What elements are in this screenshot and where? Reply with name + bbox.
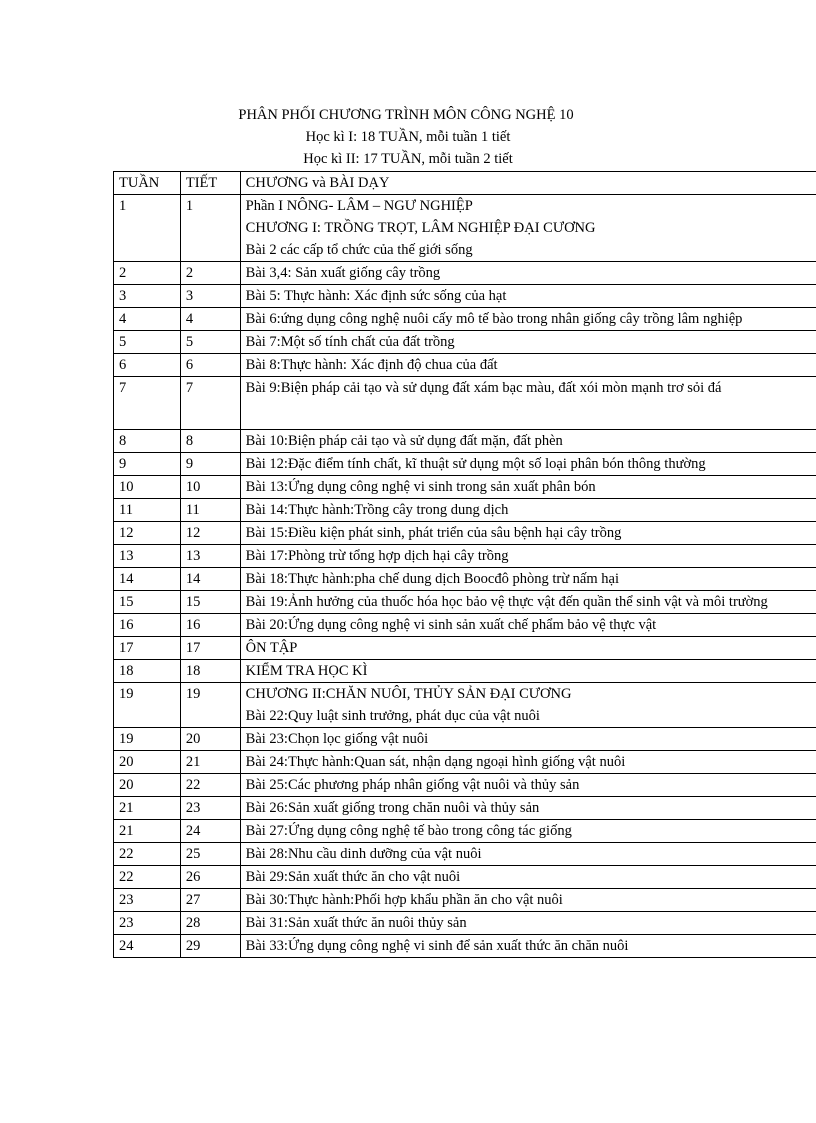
table-header-row (114, 172, 816, 195)
table-row (114, 935, 816, 958)
column-header-week: TUẦN (114, 172, 181, 195)
week-cell: 24 (114, 935, 181, 958)
table-row (114, 774, 816, 797)
week-cell: 18 (114, 660, 181, 683)
week-cell: 9 (114, 453, 181, 476)
lesson-cell (240, 935, 816, 958)
lesson-text: Bài 7:Một số tính chất của đất trồng (245, 334, 455, 350)
period-cell: 4 (180, 308, 240, 331)
lesson-cell (240, 377, 816, 430)
lesson-text: Bài 5: Thực hành: Xác định sức sống của hạt (245, 288, 507, 304)
lesson-text: Bài 23:Chọn lọc giống vật nuôi (245, 731, 429, 747)
document-header (0, 104, 816, 170)
table-row (114, 660, 816, 683)
period-cell: 19 (180, 683, 240, 728)
lesson-cell (240, 453, 816, 476)
lesson-cell (240, 499, 816, 522)
lesson-text: KIỂM TRA HỌC KÌ (245, 663, 368, 679)
period-cell: 24 (180, 820, 240, 843)
lesson-text: Bài 10:Biện pháp cải tạo và sử dụng đất mặn, đất phèn (245, 433, 563, 449)
lesson-text: Bài 12:Đặc điểm tính chất, kĩ thuật sử dụng một số loại phân bón thông thường (245, 456, 706, 472)
lesson-cell (240, 354, 816, 377)
lesson-cell (240, 683, 816, 728)
term-1-info: Học kì I: 18 TUẦN, mỗi tuần 1 tiết (305, 129, 511, 145)
lesson-cell (240, 262, 816, 285)
lesson-text: Bài 18:Thực hành:pha chế dung dịch Boocđô phòng trừ nấm hại (245, 571, 619, 587)
week-cell: 22 (114, 843, 181, 866)
period-cell: 13 (180, 545, 240, 568)
lesson-cell (240, 866, 816, 889)
lesson-text: Bài 33:Ứng dụng công nghệ vi sinh để sản xuất thức ăn chăn nuôi (245, 938, 629, 954)
period-cell: 7 (180, 377, 240, 430)
week-cell: 13 (114, 545, 181, 568)
week-cell: 11 (114, 499, 181, 522)
week-cell: 8 (114, 430, 181, 453)
period-cell: 11 (180, 499, 240, 522)
week-cell: 6 (114, 354, 181, 377)
lesson-cell (240, 568, 816, 591)
period-cell: 15 (180, 591, 240, 614)
lesson-cell (240, 308, 816, 331)
period-cell: 26 (180, 866, 240, 889)
lesson-text: Bài 20:Ứng dụng công nghệ vi sinh sản xuất chế phẩm bảo vệ thực vật (245, 617, 657, 633)
table-row (114, 820, 816, 843)
week-cell: 5 (114, 331, 181, 354)
lesson-text: Bài 22:Quy luật sinh trưởng, phát dục của vật nuôi (245, 708, 540, 724)
lesson-text: Bài 31:Sản xuất thức ăn nuôi thủy sản (245, 915, 467, 931)
period-cell: 5 (180, 331, 240, 354)
period-cell: 27 (180, 889, 240, 912)
lesson-text: Bài 13:Ứng dụng công nghệ vi sinh trong sản xuất phân bón (245, 479, 596, 495)
table-row (114, 453, 816, 476)
term-2-info: Học kì II: 17 TUẦN, mỗi tuần 2 tiết (303, 151, 513, 167)
table-row (114, 262, 816, 285)
table-row (114, 866, 816, 889)
period-cell: 20 (180, 728, 240, 751)
document-title: PHÂN PHỐI CHƯƠNG TRÌNH MÔN CÔNG NGHỆ 10 (238, 107, 574, 123)
period-cell: 6 (180, 354, 240, 377)
week-cell: 23 (114, 912, 181, 935)
period-cell: 17 (180, 637, 240, 660)
week-cell: 20 (114, 751, 181, 774)
lesson-cell (240, 476, 816, 499)
lesson-text: Bài 15:Điều kiện phát sinh, phát triển của sâu bệnh hại cây trồng (245, 525, 622, 541)
period-cell: 29 (180, 935, 240, 958)
period-cell: 3 (180, 285, 240, 308)
week-cell: 14 (114, 568, 181, 591)
table-row (114, 889, 816, 912)
period-cell: 23 (180, 797, 240, 820)
table-row (114, 614, 816, 637)
lesson-cell (240, 889, 816, 912)
lesson-text: Bài 29:Sản xuất thức ăn cho vật nuôi (245, 869, 461, 885)
period-cell: 1 (180, 195, 240, 262)
table-row (114, 308, 816, 331)
week-cell: 16 (114, 614, 181, 637)
lesson-cell (240, 774, 816, 797)
week-cell: 19 (114, 728, 181, 751)
week-cell: 21 (114, 820, 181, 843)
lesson-cell (240, 545, 816, 568)
week-cell: 12 (114, 522, 181, 545)
period-cell: 28 (180, 912, 240, 935)
table-row (114, 430, 816, 453)
lesson-text: CHƯƠNG II:CHĂN NUÔI, THỦY SẢN ĐẠI CƯƠNG (245, 686, 572, 702)
lesson-text: Phần I NÔNG- LÂM – NGƯ NGHIỆP (245, 198, 473, 214)
week-cell: 20 (114, 774, 181, 797)
table-row (114, 331, 816, 354)
lesson-cell (240, 912, 816, 935)
lesson-cell (240, 591, 816, 614)
week-cell: 22 (114, 866, 181, 889)
lesson-text: Bài 26:Sản xuất giống trong chăn nuôi và thủy sản (245, 800, 540, 816)
table-row (114, 843, 816, 866)
lesson-text: Bài 6:ứng dụng công nghệ nuôi cấy mô tế bào trong nhân giống cây trồng lâm nghiệp (245, 311, 743, 327)
week-cell: 23 (114, 889, 181, 912)
lesson-text: Bài 9:Biện pháp cải tạo và sử dụng đất xám bạc màu, đất xói mòn mạnh trơ sỏi đá (245, 380, 722, 396)
week-cell: 17 (114, 637, 181, 660)
table-row (114, 476, 816, 499)
table-row (114, 797, 816, 820)
lesson-text: Bài 28:Nhu cầu dinh dưỡng của vật nuôi (245, 846, 482, 862)
week-cell: 15 (114, 591, 181, 614)
lesson-cell (240, 843, 816, 866)
lesson-text: Bài 14:Thực hành:Trồng cây trong dung dịch (245, 502, 509, 518)
week-cell: 7 (114, 377, 181, 430)
lesson-text: Bài 30:Thực hành:Phối hợp khẩu phần ăn cho vật nuôi (245, 892, 563, 908)
period-cell: 8 (180, 430, 240, 453)
lesson-cell (240, 820, 816, 843)
table-row (114, 637, 816, 660)
lesson-cell (240, 797, 816, 820)
lesson-cell (240, 430, 816, 453)
week-cell: 21 (114, 797, 181, 820)
lesson-text: CHƯƠNG I: TRỒNG TRỌT, LÂM NGHIỆP ĐẠI CƯƠNG (245, 220, 596, 236)
lesson-cell (240, 728, 816, 751)
lesson-cell (240, 751, 816, 774)
lesson-cell (240, 331, 816, 354)
week-cell: 4 (114, 308, 181, 331)
table-row (114, 728, 816, 751)
period-cell: 9 (180, 453, 240, 476)
lesson-text: Bài 27:Ứng dụng công nghệ tế bào trong công tác giống (245, 823, 572, 839)
table-row (114, 285, 816, 308)
column-header-lesson: CHƯƠNG và BÀI DẠY (240, 172, 816, 195)
table-row (114, 591, 816, 614)
table-row (114, 499, 816, 522)
table-row (114, 354, 816, 377)
period-cell: 12 (180, 522, 240, 545)
period-cell: 25 (180, 843, 240, 866)
lesson-cell (240, 285, 816, 308)
column-header-period: TIẾT (180, 172, 240, 195)
period-cell: 16 (180, 614, 240, 637)
week-cell: 1 (114, 195, 181, 262)
lesson-cell (240, 614, 816, 637)
table-body (114, 195, 816, 958)
week-cell: 3 (114, 285, 181, 308)
lesson-text: Bài 3,4: Sản xuất giống cây trồng (245, 265, 441, 281)
lesson-cell (240, 195, 816, 262)
lesson-text: Bài 25:Các phương pháp nhân giống vật nuôi và thủy sản (245, 777, 580, 793)
lesson-text: Bài 24:Thực hành:Quan sát, nhận dạng ngoại hình giống vật nuôi (245, 754, 626, 770)
week-cell: 2 (114, 262, 181, 285)
table-row (114, 751, 816, 774)
period-cell: 18 (180, 660, 240, 683)
lesson-text: Bài 17:Phòng trừ tổng hợp dịch hại cây trồng (245, 548, 509, 564)
table-row (114, 912, 816, 935)
curriculum-table (113, 171, 816, 958)
table-row (114, 683, 816, 728)
lesson-text: Bài 19:Ảnh hưởng của thuốc hóa học bảo vệ thực vật đến quần thể sinh vật và môi trường (245, 594, 768, 610)
period-cell: 21 (180, 751, 240, 774)
table-row (114, 568, 816, 591)
lesson-text: Bài 2 các cấp tổ chức của thế giới sống (245, 242, 473, 258)
period-cell: 22 (180, 774, 240, 797)
table-row (114, 377, 816, 430)
period-cell: 2 (180, 262, 240, 285)
lesson-cell (240, 522, 816, 545)
week-cell: 10 (114, 476, 181, 499)
period-cell: 10 (180, 476, 240, 499)
week-cell: 19 (114, 683, 181, 728)
period-cell: 14 (180, 568, 240, 591)
lesson-cell (240, 637, 816, 660)
lesson-text: Bài 8:Thực hành: Xác định độ chua của đất (245, 357, 498, 373)
table-row (114, 522, 816, 545)
lesson-cell (240, 660, 816, 683)
lesson-text: ÔN TẬP (245, 640, 298, 656)
table-row (114, 545, 816, 568)
table-row (114, 195, 816, 262)
